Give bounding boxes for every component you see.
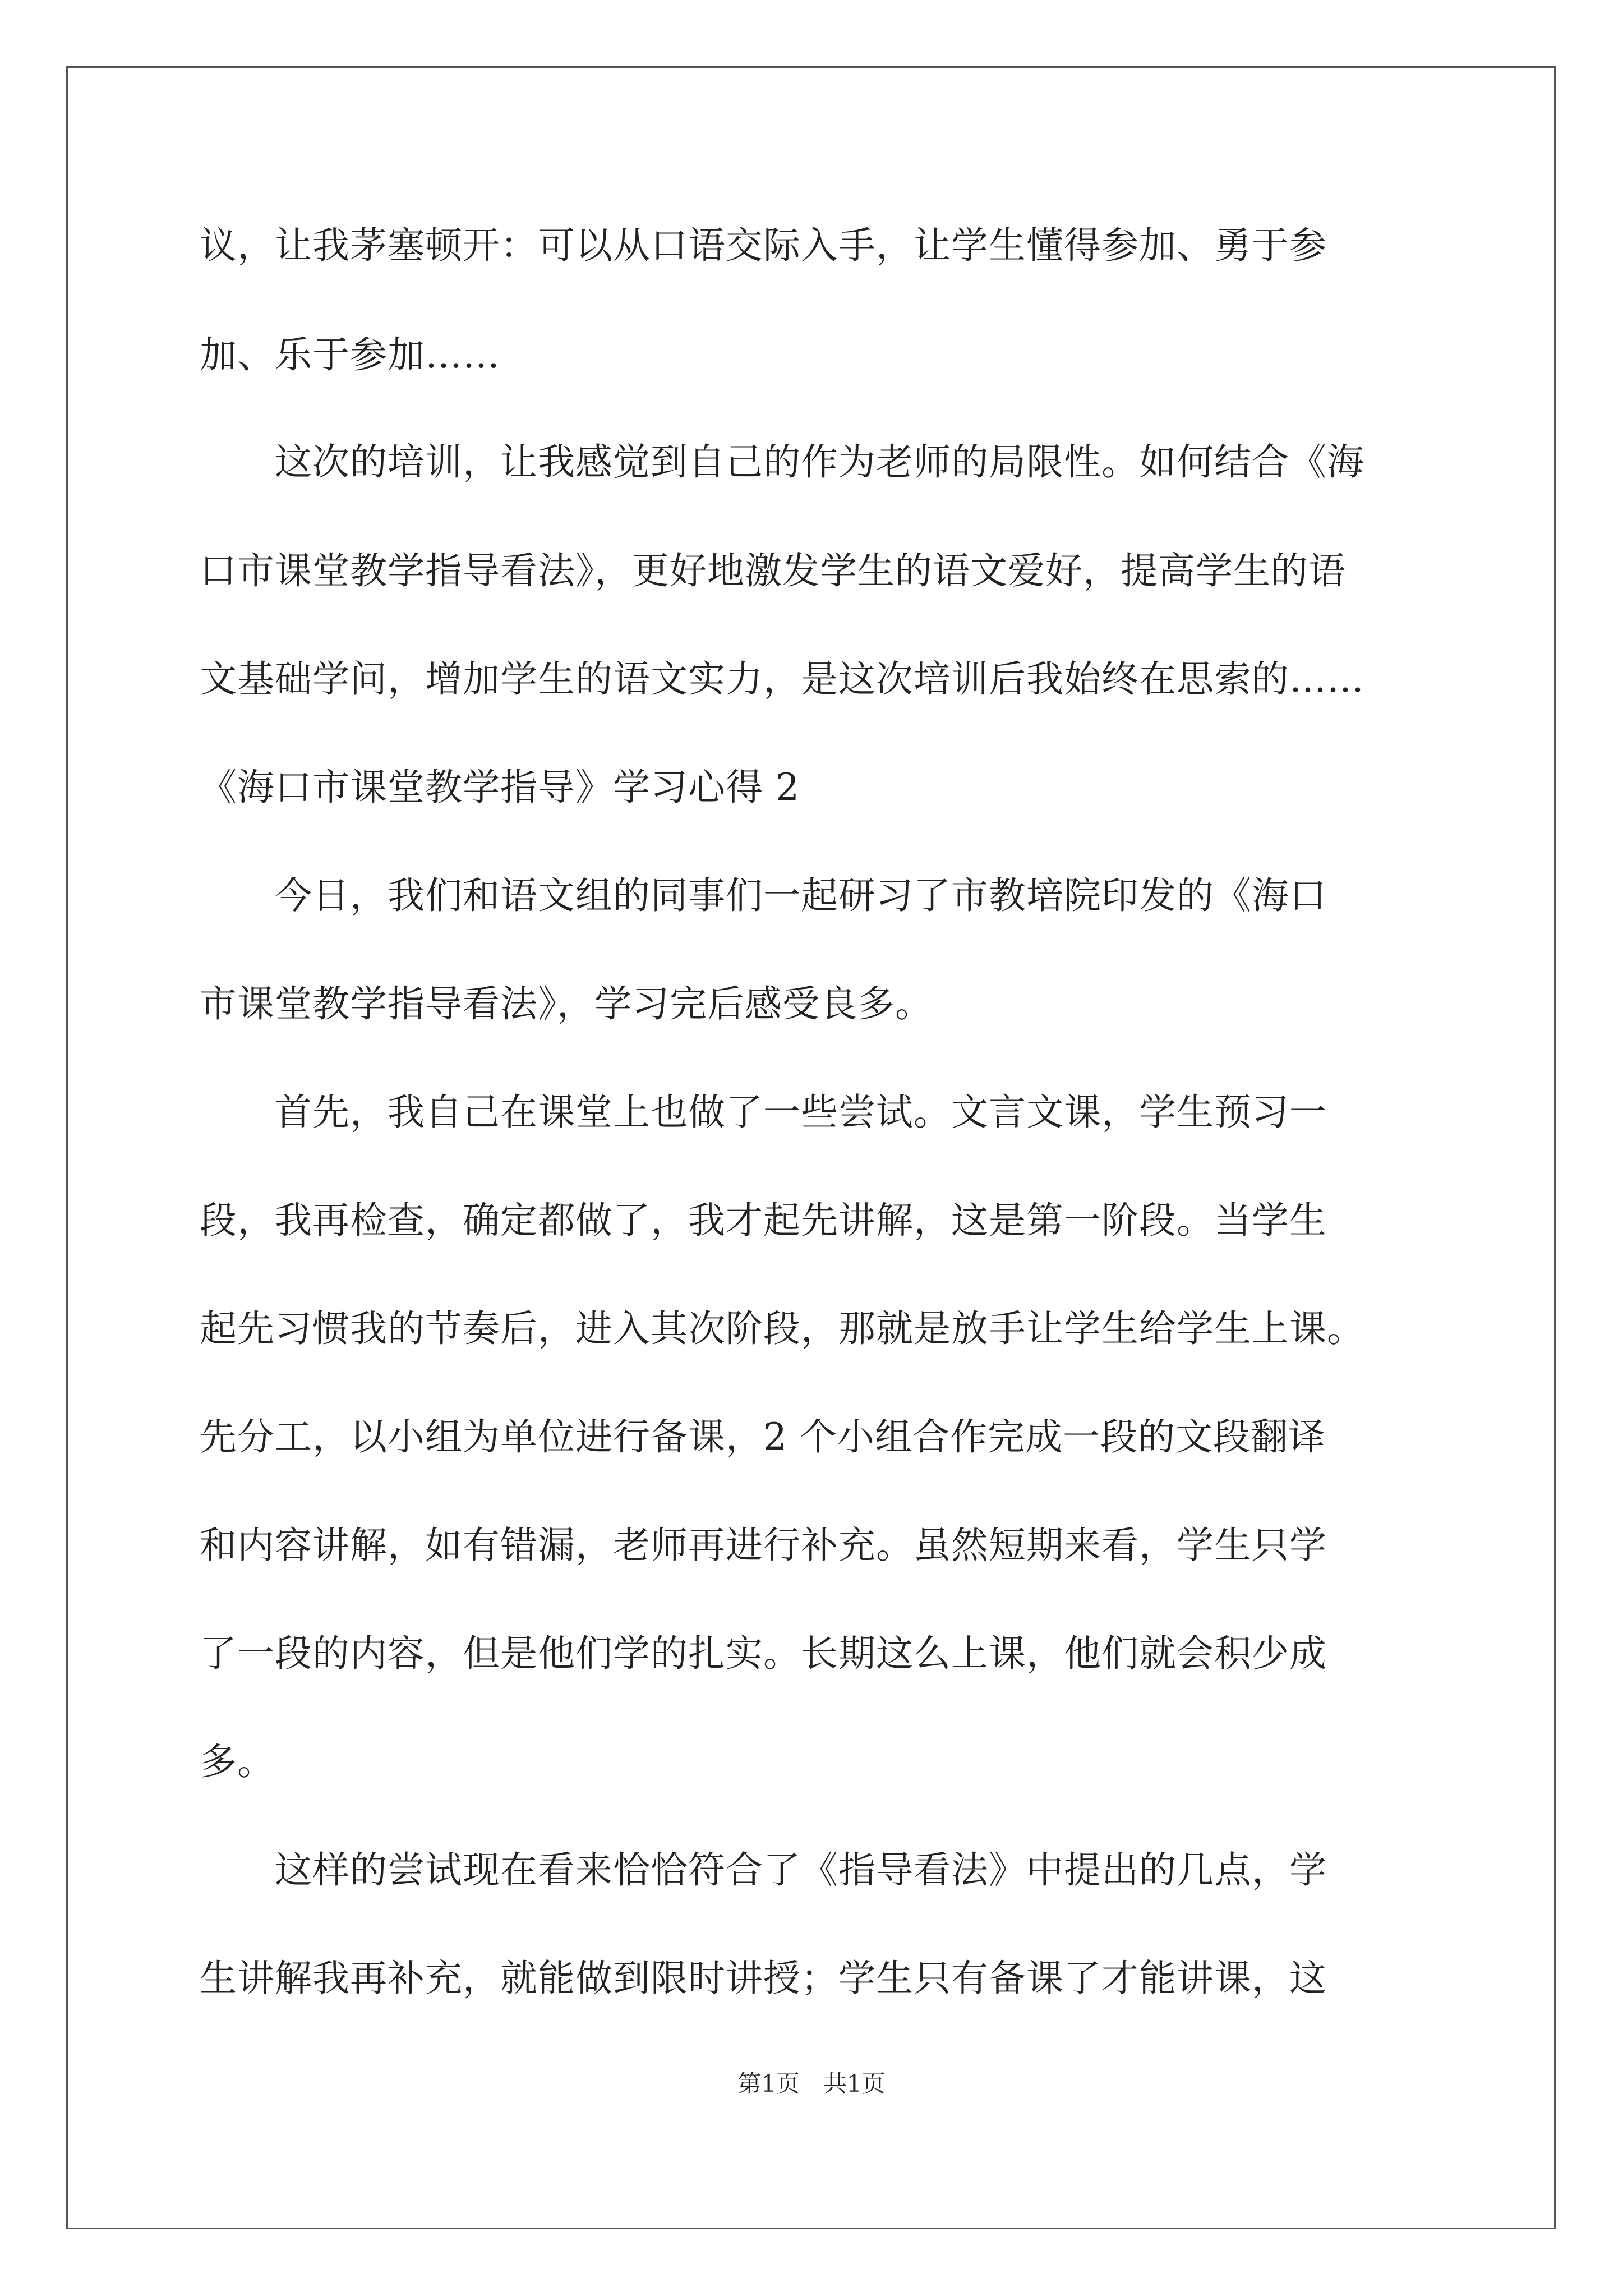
text-line: 先分工，以小组为单位进行备课，2 个小组合作完成一段的文段翻译 bbox=[200, 1415, 1326, 1458]
text-line: 段，我再检查，确定都做了，我才起先讲解，这是第一阶段。当学生 bbox=[200, 1199, 1327, 1242]
text-line: 市课堂教学指导看法》，学习完后感受良多。 bbox=[200, 982, 933, 1025]
text-line: 文基础学问，增加学生的语文实力，是这次培训后我始终在思索的…… bbox=[200, 657, 1364, 701]
text-line: 这次的培训，让我感觉到自己的作为老师的局限性。如何结合《海 bbox=[200, 440, 1364, 484]
text-line: 首先，我自己在课堂上也做了一些尝试。文言文课，学生预习一 bbox=[200, 1091, 1327, 1134]
page-border bbox=[66, 66, 1556, 2229]
text-line: 今日，我们和语文组的同事们一起研习了市教培院印发的《海口 bbox=[200, 874, 1327, 917]
text-line: 起先习惯我的节奏后，进入其次阶段，那就是放手让学生给学生上课。 bbox=[200, 1307, 1364, 1350]
text-line: 这样的尝试现在看来恰恰符合了《指导看法》中提出的几点，学 bbox=[200, 1848, 1327, 1892]
text-line: 多。 bbox=[200, 1740, 275, 1783]
text-line: 和内容讲解，如有错漏，老师再进行补充。虽然短期来看，学生只学 bbox=[200, 1524, 1327, 1567]
text-line: 了一段的内容，但是他们学的扎实。长期这么上课，他们就会积少成 bbox=[200, 1632, 1327, 1675]
text-line: 议，让我茅塞顿开：可以从口语交际入手，让学生懂得参加、勇于参 bbox=[200, 224, 1327, 267]
text-line: 口市课堂教学指导看法》，更好地激发学生的语文爱好，提高学生的语 bbox=[200, 549, 1346, 592]
text-line: 生讲解我再补充，就能做到限时讲授；学生只有备课了才能讲课，这 bbox=[200, 1957, 1327, 2000]
section-heading: 《海口市课堂教学指导》学习心得 2 bbox=[200, 766, 800, 809]
text-line: 加、乐于参加…… bbox=[200, 333, 500, 376]
page-footer: 第1页 共1页 bbox=[737, 2070, 886, 2097]
